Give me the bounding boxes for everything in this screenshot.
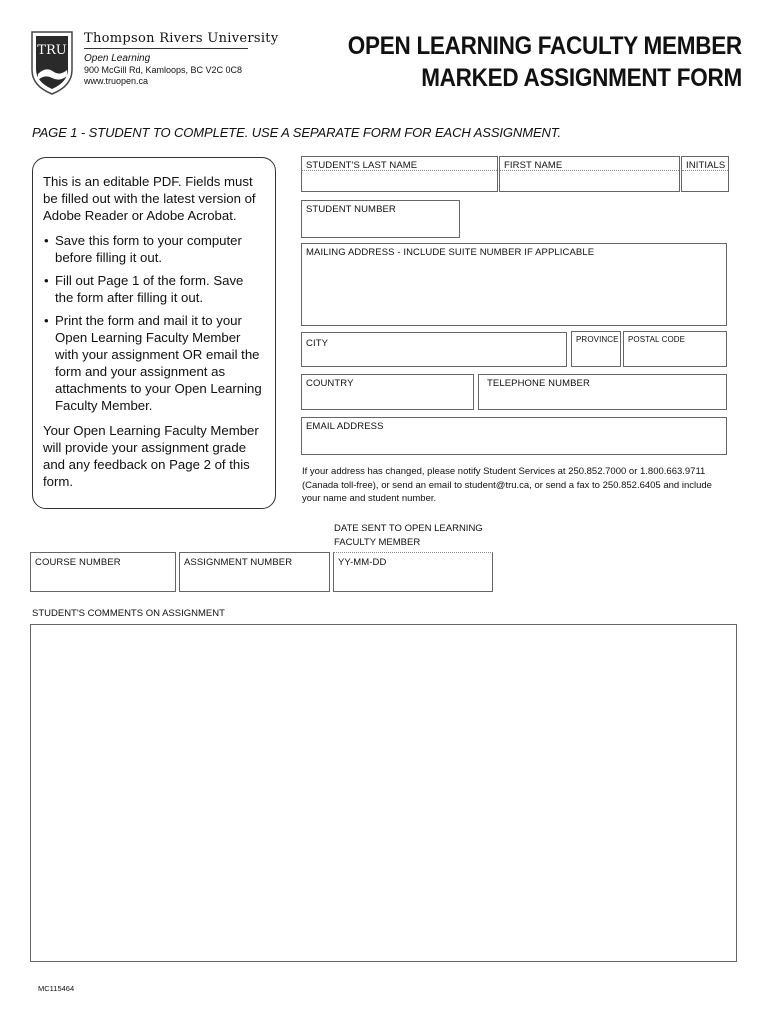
university-name: Thompson Rivers University bbox=[84, 31, 279, 46]
comments-input[interactable] bbox=[37, 631, 733, 957]
student-number-field[interactable] bbox=[301, 200, 460, 238]
page-instruction: PAGE 1 - STUDENT TO COMPLETE. USE A SEPARATE FORM FOR EACH ASSIGNMENT. bbox=[32, 125, 561, 140]
comments-label: STUDENT'S COMMENTS ON ASSIGNMENT bbox=[32, 608, 225, 619]
instruction-bullet: • Fill out Page 1 of the form. Save the form after filling it out. bbox=[55, 272, 265, 306]
form-title bbox=[348, 30, 742, 94]
country-label: COUNTRY bbox=[306, 378, 354, 389]
mailing-address-field[interactable] bbox=[301, 243, 727, 326]
initials-label: INITIALS bbox=[686, 160, 726, 171]
province-field[interactable] bbox=[571, 331, 621, 367]
postal-code-input[interactable] bbox=[627, 348, 727, 366]
mailing-address-input[interactable] bbox=[306, 262, 726, 326]
form-code: MC115464 bbox=[38, 984, 75, 993]
telephone-field[interactable] bbox=[478, 374, 727, 410]
field-divider bbox=[500, 170, 679, 171]
student-number-label: STUDENT NUMBER bbox=[306, 204, 396, 215]
instructions-box bbox=[32, 157, 276, 509]
course-number-input[interactable] bbox=[35, 572, 176, 591]
city-input[interactable] bbox=[306, 350, 566, 367]
tru-logo-text: TRU bbox=[37, 43, 67, 58]
city-field[interactable] bbox=[301, 332, 567, 367]
comments-field[interactable] bbox=[30, 624, 737, 962]
last-name-field[interactable] bbox=[301, 156, 498, 192]
date-sent-field[interactable] bbox=[333, 552, 493, 592]
instructions-closing: Your Open Learning Faculty Member will provide your assignment grade and any feedback on Page 2 of this form. bbox=[43, 423, 259, 489]
email-input[interactable] bbox=[306, 435, 726, 454]
instruction-bullet: • Save this form to your computer before filling it out. bbox=[55, 232, 265, 266]
first-name-label: FIRST NAME bbox=[504, 160, 563, 171]
last-name-label: STUDENT'S LAST NAME bbox=[306, 160, 418, 171]
telephone-label: TELEPHONE NUMBER bbox=[487, 378, 590, 389]
assignment-number-input[interactable] bbox=[184, 572, 330, 591]
email-label: EMAIL ADDRESS bbox=[306, 421, 384, 432]
assignment-number-label: ASSIGNMENT NUMBER bbox=[184, 557, 293, 568]
course-number-field[interactable] bbox=[30, 552, 176, 592]
assignment-number-field[interactable] bbox=[179, 552, 330, 592]
date-sent-input[interactable] bbox=[338, 572, 492, 591]
province-label: PROVINCE bbox=[576, 335, 619, 344]
last-name-input[interactable] bbox=[306, 173, 496, 191]
field-divider bbox=[302, 170, 497, 171]
course-number-label: COURSE NUMBER bbox=[35, 557, 121, 568]
student-number-input[interactable] bbox=[306, 218, 460, 237]
form-title-line2: MARKED ASSIGNMENT FORM bbox=[421, 64, 742, 92]
department-name: Open Learning bbox=[84, 53, 151, 64]
mailing-address-label: MAILING ADDRESS - INCLUDE SUITE NUMBER IF APPLICABLE bbox=[306, 247, 595, 258]
first-name-field[interactable] bbox=[499, 156, 680, 192]
form-title-line1: OPEN LEARNING FACULTY MEMBER bbox=[347, 32, 742, 60]
university-address: 900 McGill Rd, Kamloops, BC V2C 0C8 bbox=[84, 65, 243, 75]
country-input[interactable] bbox=[306, 391, 474, 409]
date-placeholder-label: YY-MM-DD bbox=[338, 557, 387, 568]
header-divider bbox=[84, 48, 248, 49]
telephone-input[interactable] bbox=[487, 391, 727, 409]
email-field[interactable] bbox=[301, 417, 727, 455]
instruction-bullet: • Print the form and mail it to your Open Learning Faculty Member with your assignment OR email the form and your assignment as attachments to your Open Learning Faculty Member. bbox=[55, 312, 265, 414]
address-change-note: If your address has changed, please notify Student Services at 250.852.7000 or 1.800.663.9711 (Canada toll-free), or send an email to student@tru.ca, or send a fax to 250.852.6405 and include your name and student number. bbox=[302, 466, 712, 504]
instructions-list bbox=[43, 232, 265, 414]
initials-field[interactable] bbox=[681, 156, 729, 192]
city-label: CITY bbox=[306, 338, 329, 349]
country-field[interactable] bbox=[301, 374, 474, 410]
university-website: www.truopen.ca bbox=[84, 76, 149, 86]
province-input[interactable] bbox=[575, 348, 621, 366]
tru-logo bbox=[30, 30, 74, 96]
initials-input[interactable] bbox=[686, 173, 728, 191]
field-divider bbox=[682, 170, 728, 171]
instructions-intro: This is an editable PDF. Fields must be filled out with the latest version of Adobe Reader or Adobe Acrobat. bbox=[43, 174, 256, 223]
first-name-input[interactable] bbox=[504, 173, 678, 191]
postal-code-field[interactable] bbox=[623, 331, 727, 367]
postal-code-label: POSTAL CODE bbox=[628, 335, 686, 344]
date-sent-label: DATE SENT TO OPEN LEARNING FACULTY MEMBER bbox=[334, 523, 483, 548]
